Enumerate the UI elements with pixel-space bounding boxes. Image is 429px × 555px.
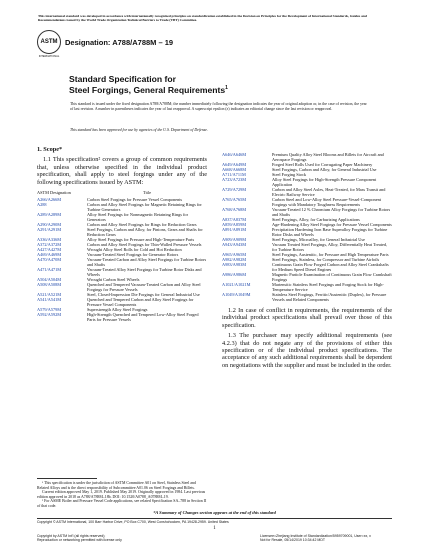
designation-title: Vacuum Treated Steel Forgings, Alloy, Differentially Heat Treated, for Turbine Rotors (272, 242, 388, 252)
designation-title: Vacuum-Treated 12 % Chromium Alloy Forgings for Turbine Rotors and Shafts (272, 207, 391, 217)
list-item (222, 177, 392, 187)
designation-title: Steel Forgings, Carbon and Alloy, for General Industrial Use (272, 167, 377, 172)
list-header (37, 190, 207, 195)
designation-code-link[interactable]: A288 (37, 202, 47, 208)
list-item (222, 187, 392, 197)
title-text: Steel Forgings, General Requirements (69, 85, 226, 95)
left-column (37, 146, 207, 322)
designation-code-link[interactable]: A982/A982M (222, 257, 247, 262)
list-item (222, 262, 392, 272)
designation-code-link[interactable]: A1049/A1049M (222, 292, 251, 297)
designation-code-link[interactable]: A291/A291M (37, 227, 62, 233)
designation-title: Quenched and Tempered Carbon and Alloy Steel Forgings for Pressure Vessel Components (87, 297, 194, 308)
list-item (222, 227, 392, 237)
designation-code-link[interactable]: A723/A723M (222, 177, 247, 182)
list-item (37, 202, 207, 212)
designation-code-link[interactable]: A508/A508M (37, 282, 62, 288)
designation-code-link[interactable]: A470/A470M (37, 257, 62, 263)
license-right-1: Licensee=Zhejiang Institute of Standardization/5959709001, User=xx, x (260, 534, 371, 538)
list-item (222, 242, 392, 252)
scope-paragraph: 1.1 This specification² covers a group of common requirements that, unless otherwise specified in the individual product specification, shall apply to steel forgings under any of the following specifications issued by ASTM: (37, 156, 207, 186)
designation-code-link[interactable]: A469/A469M (37, 252, 62, 258)
designation-code-link[interactable]: A1021/A1021M (222, 282, 251, 287)
title-line2 (69, 85, 228, 95)
designation-code-link[interactable]: A837/A837M (222, 217, 247, 222)
designation-code-link[interactable]: A372/A372M (37, 242, 62, 248)
license-left-2: Reproduction or networking permitted with license only (37, 538, 122, 543)
designation-title: Wrought Carbon Steel Wheels (87, 277, 140, 283)
astm-logo (37, 30, 61, 58)
designation-title: High-Strength Quenched and Tempered Low-Alloy Steel Forged Parts for Pressure Vessels (87, 312, 199, 323)
issued-note: This standard is issued under the fixed designation A788/A788M; the number immediately following the designation indicates the year of original adoption or, in the case of revision, the year of last revision. A number in parentheses indicates the year of last reapproval. A superscript epsilon (ε) indicates an editorial change since the last revision or reapproval. (70, 102, 367, 111)
designation-title: Alloy Steel Forgings for Nonmagnetic Retaining Rings for Generators (87, 212, 189, 223)
designation-code-link[interactable]: A336/A336M (37, 237, 62, 243)
title-line1: Standard Specification for (69, 74, 176, 84)
designation-code-link[interactable]: A504/A504M (37, 277, 62, 283)
designation-code-link[interactable]: A289/A289M (37, 212, 62, 218)
license-left-1: Copyright by ASTM Int'l (all rights reserved); (37, 534, 106, 538)
copyright-divider (37, 518, 392, 519)
designation-title: Steel Forgings, Stainless, for Compressor and Turbine Airfoils (272, 257, 380, 262)
designation-code-link[interactable]: A266/A266M (37, 197, 62, 203)
designation: Designation: A788/A788M – 19 (65, 38, 174, 47)
license-right (260, 534, 371, 542)
designation-title: Quenched and Tempered Vacuum-Treated Carbon and Alloy Steel Forgings for Pressure Vessels (87, 282, 201, 293)
license-right-2: Not for Resale, 05/14/2019 10:34:42 MDT (260, 538, 325, 543)
designation-title: Vacuum-Treated Alloy Steel Forgings for Turbine Rotor Disks and Wheels (87, 267, 202, 278)
designation-code-link[interactable]: A891/A891M (222, 227, 247, 232)
designation-code-link[interactable]: A649/A649M (222, 162, 247, 167)
approved-note: This standard has been approved for use by agencies of the U.S. Department of Defense. (70, 128, 208, 132)
designation-list-left (37, 197, 207, 322)
designation-title: Steel Forgings, Austenitic, for Pressure and High Temperature Parts (272, 252, 389, 257)
footnote-2: ² For ASME Boiler and Pressure Vessel Code applications, see related Specification SA–788 in Section II of that code. (37, 499, 207, 508)
designation-code-link[interactable]: A579/A579M (37, 307, 62, 313)
designation-title: Carbon and Alloy Steel Forgings for Magnetic Retaining Rings for Turbine Generators (87, 202, 202, 213)
col-head-designation: ASTM Designation (37, 190, 71, 196)
scope-heading: 1. Scope* (37, 146, 63, 153)
designation-code-link[interactable]: A427/A427M (37, 247, 62, 253)
designation-title: Superstrength Alloy Steel Forgings (87, 307, 148, 313)
designation-code-link[interactable]: A541/A541M (37, 297, 62, 303)
list-item (37, 282, 207, 292)
designation-title: Age-Hardening Alloy Steel Forgings for Pressure Vessel Components (272, 222, 392, 227)
designation-code-link[interactable]: A859/A859M (222, 222, 247, 227)
col-head-title: Title (143, 190, 151, 196)
list-item (37, 312, 207, 322)
footnote-1: ¹ This specification is under the jurisdiction of ASTM Committee A01 on Steel, Stainless Steel and Related Alloys and is the direct responsibility of Subcommittee A01.06 on Steel Forgings and Billets. (37, 481, 196, 490)
designation-title: Steel Forgings, Alloy, for Carburizing Applications (272, 217, 360, 222)
designation-code-link[interactable]: A768/A768M (222, 207, 247, 212)
designation-title: Steel Forging Stock (272, 172, 307, 177)
list-item (222, 152, 392, 162)
designation-code-link[interactable]: A521/A521M (37, 292, 62, 298)
designation-code-link[interactable]: A729/A729M (222, 187, 247, 192)
footnote-divider (37, 478, 97, 479)
designation-title: Forged Steel Rolls Used for Corrugating Paper Machinery (272, 162, 373, 167)
title-footnote-ref: 1 (225, 85, 228, 92)
logo-text: ASTM (40, 39, 58, 45)
logo-sub: INTERNATIONAL (38, 55, 60, 58)
designation-title: Steel, Closed-Impression Die Forgings for General Industrial Use (87, 292, 200, 298)
paragraph-1-3: 1.3 The purchaser may specify additional requirements (see 4.2.3) that do not negate any of the provisions of either this specification or of the individual product specifications. The acceptance of any such additional requirements shall be dependent on negotiations with the supplier and must be included in the order. (222, 332, 392, 369)
designation-title: Steel Forgings, Microalloy, for General Industrial Use (272, 237, 365, 242)
list-item (37, 227, 207, 237)
designation-title: Carbon and Alloy Steel Forgings for Rings for Reduction Gears (87, 222, 197, 228)
designation-title: Wrought Alloy Steel Rolls for Cold and Hot Reduction (87, 247, 182, 253)
designation-title: Stainless Steel Forgings, Ferritic/Austenitic (Duplex), for Pressure Vessels and Related Components (272, 292, 387, 302)
designation-code-link[interactable]: A943/A943M (222, 242, 247, 247)
footnote-1b: Current edition approved May 1, 2019. Published May 2019. Originally approved in 1984. Last previous edition approved in 2018 as A788/A788M–18b. DOI: 10.1520/A0788_A0788M–19. (37, 490, 206, 499)
summary-note: *A Summary of Changes section appears at the end of this standard (153, 510, 276, 515)
designation-title: Alloy Steel Forgings for Pressure and High-Temperature Parts (87, 237, 195, 243)
designation-title: Carbon Steel Forgings for Pressure Vessel Components (87, 197, 183, 203)
designation-code-link[interactable]: A983/A983M (222, 262, 247, 267)
designation-title: Magnetic Particle Examination of Continuous Grain Flow Crankshaft Forgings (272, 272, 392, 282)
list-item (222, 197, 392, 207)
top-notice: This international standard was developed in accordance with internationally recognized principles on standardization established in the Decision on Principles for the Development of International Standards, Guides and Recommendations issued by the World Trade Organization Technical Barriers to Trade (TBT) Committee. (38, 14, 367, 23)
page-number: 1 (213, 526, 216, 531)
designation-list-right (222, 152, 392, 302)
designation-code-link[interactable]: A711/A711M (222, 172, 246, 177)
list-item (37, 297, 207, 307)
designation-title: Carbon and Alloy Steel Forgings for Thin-Walled Pressure Vessels (87, 242, 202, 248)
footnotes (37, 481, 207, 509)
designation-title: Steel Forgings, Carbon and Alloy, for Pinions, Gears and Shafts for Reduction Gears (87, 227, 203, 238)
designation-title: Premium Quality Alloy Steel Blooms and Billets for Aircraft and Aerospace Forgings (272, 152, 384, 162)
designation-code-link[interactable]: A909/A909M (222, 237, 247, 242)
astm-logo-icon (37, 30, 61, 54)
designation-title: Precipitation Hardening Iron Base Superalloy Forgings for Turbine Rotor Disks and Wheels (272, 227, 388, 237)
list-item (222, 292, 392, 302)
license-left (37, 534, 122, 542)
designation-title: Carbon Steel and Low-Alloy Steel Pressure-Vessel-Component Forgings with Mandatory Toughness Requirements (272, 197, 381, 207)
right-column (222, 152, 392, 369)
paragraph-1-2: 1.2 In case of conflict in requirements, the requirements of the individual product specifications shall prevail over those of this specification. (222, 307, 392, 329)
list-item (37, 212, 207, 222)
copyright-line: Copyright © ASTM International, 100 Barr Harbor Drive, PO Box C700, West Conshohocken, PA 19428-2959. United States (37, 520, 229, 524)
designation-code-link[interactable]: A646/A646M (222, 152, 247, 157)
designation-code-link[interactable]: A471/A471M (37, 267, 62, 273)
designation-title: Vacuum-Treated Carbon and Alloy Steel Forgings for Turbine Rotors and Shafts (87, 257, 207, 268)
designation-title: Martensitic Stainless Steel Forgings and Forging Stock for High-Temperature Service (272, 282, 384, 292)
designation-code-link[interactable]: A290/A290M (37, 222, 62, 228)
designation-code-link[interactable]: A986/A986M (222, 272, 247, 277)
designation-title: Alloy Steel Forgings for High-Strength Pressure Component Application (272, 177, 377, 187)
list-item (37, 267, 207, 277)
designation-code-link[interactable]: A765/A765M (222, 197, 247, 202)
designation-code-link[interactable]: A592/A592M (37, 312, 62, 318)
designation-title: Vacuum-Treated Steel Forgings for Generator Rotors (87, 252, 179, 258)
designation-code-link[interactable]: A965/A965M (222, 252, 247, 257)
list-item (222, 282, 392, 292)
designation-title: Continuous Grain Flow Forged Carbon and Alloy Steel Crankshafts for Medium Speed Diesel Engines (272, 262, 389, 272)
list-item (37, 257, 207, 267)
list-item (222, 207, 392, 217)
designation-code-link[interactable]: A668/A668M (222, 167, 247, 172)
list-item (222, 272, 392, 282)
designation-title: Carbon and Alloy Steel Axles, Heat-Treated, for Mass Transit and Electric Railway Service (272, 187, 386, 197)
